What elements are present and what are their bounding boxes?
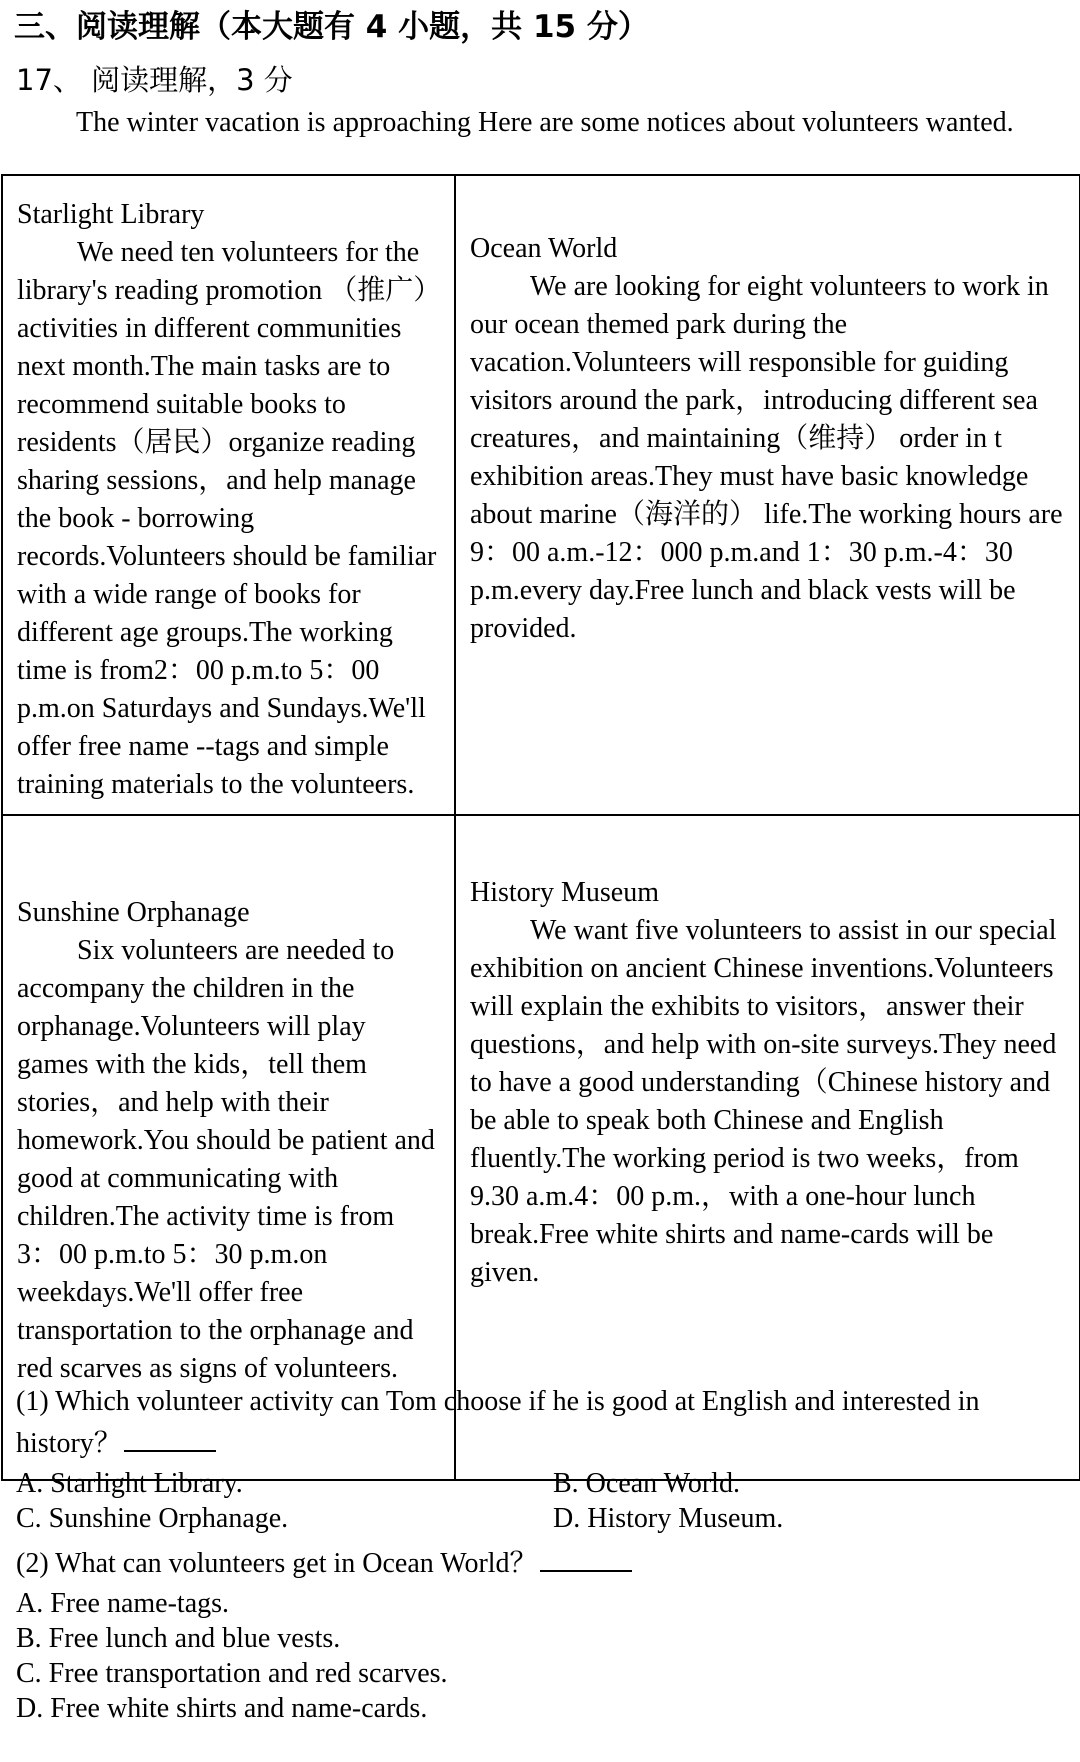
option-c[interactable]: C. Free transportation and red scarves. (16, 1658, 448, 1689)
notice-cell-starlight-library (2, 175, 455, 815)
section-title: 三、阅读理解（本大题有 4 小题，共 15 分） (14, 9, 649, 45)
notices-table (1, 174, 1080, 1481)
option-a[interactable]: A. Free name-tags. (16, 1588, 230, 1619)
notice-title: Ocean World (470, 233, 618, 264)
notice-body: Six volunteers are needed to accompany the children in the orphanage.Volunteers will play games with the kids，tell them stories，and help with their homework.You should be patient and good at communicating with children.The activity time is from 3：00 p.m.to 5：30 p.m.on weekdays.We'll offer free transportation to the orphanage and red scarves as signs of volunteers. (17, 935, 435, 1384)
questions-block (16, 1382, 1066, 1726)
option-d[interactable]: D. History Museum. (553, 1503, 784, 1534)
notice-title: Starlight Library (17, 199, 205, 230)
notice-cell-sunshine-orphanage (2, 815, 455, 1480)
notice-body: We are looking for eight volunteers to work in our ocean themed park during the vacation.Volunteers will responsible for guiding visitors around the park，introducing different sea creatures，and maintaining（维持） order in t exhibition areas.They must have basic knowledge about marine（海洋的） life.The working hours are 9：00 a.m.-12：000 p.m.and 1：30 p.m.-4：30 p.m.every day.Free lunch and black vests will be provided. (470, 271, 1063, 644)
notice-body: We want five volunteers to assist in our special exhibition on ancient Chinese inventions.Volunteers will explain the exhibits to visitors，answer their questions，and help with on-site surveys.They need to have a good understanding（Chinese history and be able to speak both Chinese and English fluently.The working period is two weeks，from 9.30 a.m.4：00 p.m.，with a one-hour lunch break.Free white shirts and name-cards will be given. (470, 915, 1057, 1288)
answer-blank[interactable] (124, 1422, 216, 1452)
options-grid (16, 1466, 1066, 1536)
question-1 (16, 1382, 1066, 1536)
options-list (16, 1586, 1066, 1726)
question-heading: 17、 阅读理解，3 分 (16, 63, 293, 97)
option-b[interactable]: B. Free lunch and blue vests. (16, 1623, 341, 1654)
question-2 (16, 1542, 1066, 1726)
intro-paragraph: The winter vacation is approaching Here are some notices about volunteers wanted. (76, 107, 1014, 138)
option-a[interactable]: A. Starlight Library. (16, 1468, 243, 1499)
question-text: (1) Which volunteer activity can Tom choose if he is good at English and interested in history？ (16, 1386, 980, 1459)
notice-cell-history-museum (455, 815, 1080, 1480)
question-text: (2) What can volunteers get in Ocean World？ (16, 1542, 1066, 1584)
notice-cell-ocean-world (455, 175, 1080, 815)
notice-title: Sunshine Orphanage (17, 897, 250, 928)
option-d[interactable]: D. Free white shirts and name-cards. (16, 1693, 428, 1724)
table-row (2, 815, 1080, 1480)
notice-title: History Museum (470, 877, 659, 908)
table-row (2, 175, 1080, 815)
option-b[interactable]: B. Ocean World. (553, 1468, 740, 1499)
answer-blank[interactable] (540, 1542, 632, 1572)
notice-body: We need ten volunteers for the library's reading promotion （推广） activities in different communities next month.The main tasks are to recommend suitable books to residents（居民）organize reading sharing sessions，and help manage the book - borrowing records.Volunteers should be familiar with a wide range of books for different age groups.The working time is from2：00 p.m.to 5：00 p.m.on Saturdays and Sundays.We'll offer free name --tags and simple training materials to the volunteers. (17, 237, 442, 800)
option-c[interactable]: C. Sunshine Orphanage. (16, 1503, 289, 1534)
